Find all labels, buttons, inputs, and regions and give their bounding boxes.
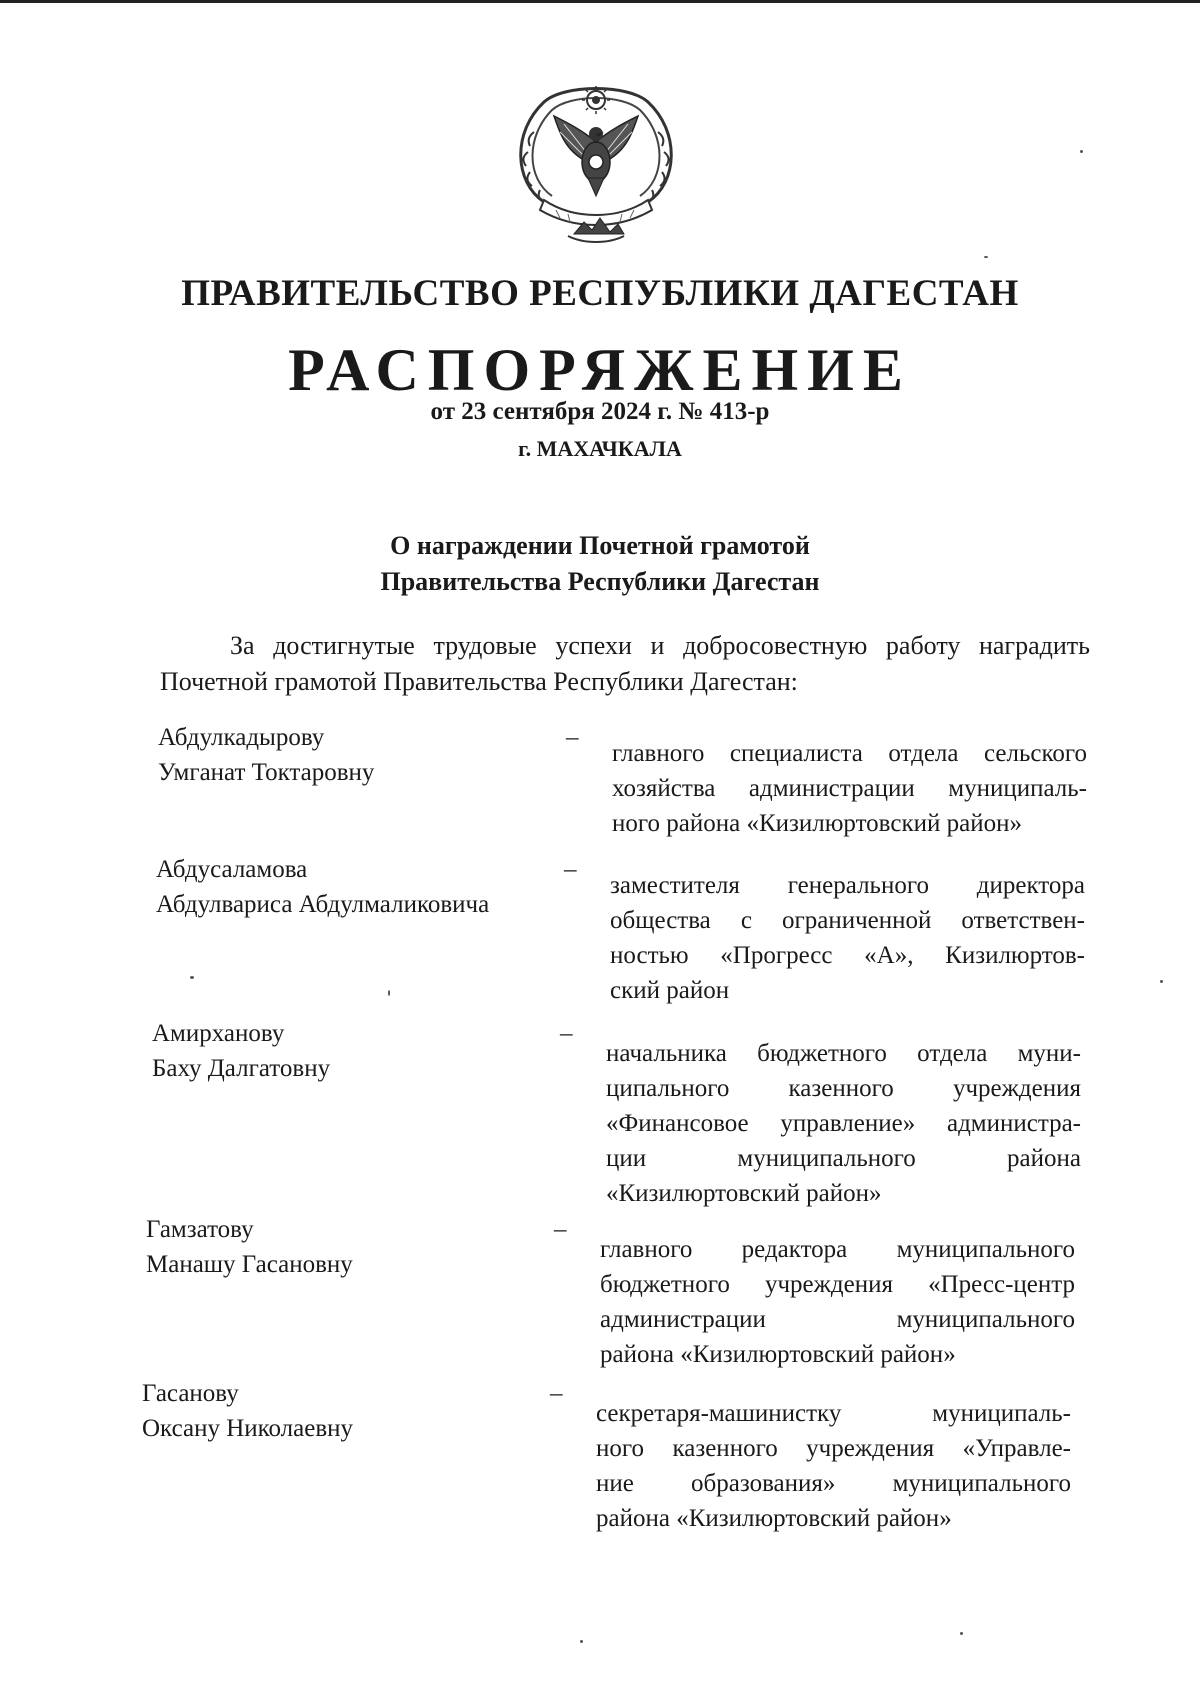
position-line: хозяйства администрации муниципаль- [612,775,1087,802]
subject-line-2: Правительства Республики Дагестан [380,567,820,596]
awardee-given-names: Манашу Гасановну [146,1251,353,1278]
awardee-surname: Абдулкадырову [158,724,325,751]
entry-dash: – [564,856,577,883]
position-line: «Кизилюртовский район» [606,1180,882,1207]
document-date-number: от 23 сентября 2024 г. № 413-р [430,398,770,425]
position-line: начальника бюджетного отдела муни- [606,1040,1081,1067]
entry-dash: – [554,1216,567,1243]
position-line: секретаря-машинистку муниципаль- [596,1400,1071,1427]
scan-speck [1080,150,1083,153]
position-line: общества с ограниченной ответствен- [610,907,1085,934]
awardee-name [142,1376,542,1446]
awardee-position [596,1396,1071,1536]
coat-of-arms-emblem [504,72,688,250]
intro-paragraph: За достигнутые трудовые успехи и добросовестную работу наградить Почетной грамотой Правительства Республики Дагестан: [160,631,1090,696]
document-type-title: РАСПОРЯЖЕНИЕ [288,337,912,403]
position-line: бюджетного учреждения «Пресс-центр [600,1271,1075,1298]
awardee-given-names: Баху Далгатовну [152,1055,331,1082]
position-line: ский район [610,977,730,1004]
position-line: заместителя генерального директора [610,872,1085,899]
scan-speck [984,256,988,258]
position-line: главного редактора муниципального [600,1236,1075,1263]
subject-line-1: О награждении Почетной грамотой [390,531,810,560]
position-line: ние образования» муниципального [596,1470,1071,1497]
awardee-name [146,1212,546,1282]
awardee-position [610,868,1085,1008]
position-line: ного района «Кизилюртовский район» [612,810,1022,837]
document-subject [0,528,1200,600]
position-line: ции муниципального района [606,1145,1081,1172]
entry-dash: – [560,1020,573,1047]
awardee-given-names: Абдулвариса Абдулмаликовича [156,891,490,918]
document-city: г. МАХАЧКАЛА [518,436,682,461]
entry-dash: – [566,724,579,751]
awardee-given-names: Оксану Николаевну [142,1415,354,1442]
position-line: района «Кизилюртовский район» [596,1505,952,1532]
awardee-surname: Гасанову [142,1380,239,1407]
awardee-surname: Гамзатову [146,1216,254,1243]
awardee-position [612,736,1087,841]
awardee-position [606,1036,1081,1211]
position-line: администрации муниципального [600,1306,1075,1333]
organization-name: ПРАВИТЕЛЬСТВО РЕСПУБЛИКИ ДАГЕСТАН [181,273,1019,314]
position-line: «Финансовое управление» администра- [606,1110,1081,1137]
position-line: ного казенного учреждения «Управле- [596,1435,1071,1462]
awardee-surname: Абдусаламова [156,856,308,883]
scan-speck [960,1632,963,1635]
awardee-name [152,1016,552,1086]
position-line: ципального казенного учреждения [606,1075,1081,1102]
awardee-position [600,1232,1075,1372]
scan-speck [190,976,194,979]
awardee-given-names: Умганат Токтаровну [158,759,375,786]
scan-speck [1160,980,1163,983]
entry-dash: – [550,1380,563,1407]
page-top-border [0,0,1200,3]
scan-speck [580,1640,583,1643]
awardee-name [158,720,558,790]
scan-speck [388,990,390,996]
position-line: района «Кизилюртовский район» [600,1341,956,1368]
awardee-surname: Амирханову [152,1020,285,1047]
position-line: главного специалиста отдела сельского [612,740,1087,767]
awardee-name [156,852,556,922]
position-line: ностью «Прогресс «А», Кизилюртов- [610,942,1085,969]
